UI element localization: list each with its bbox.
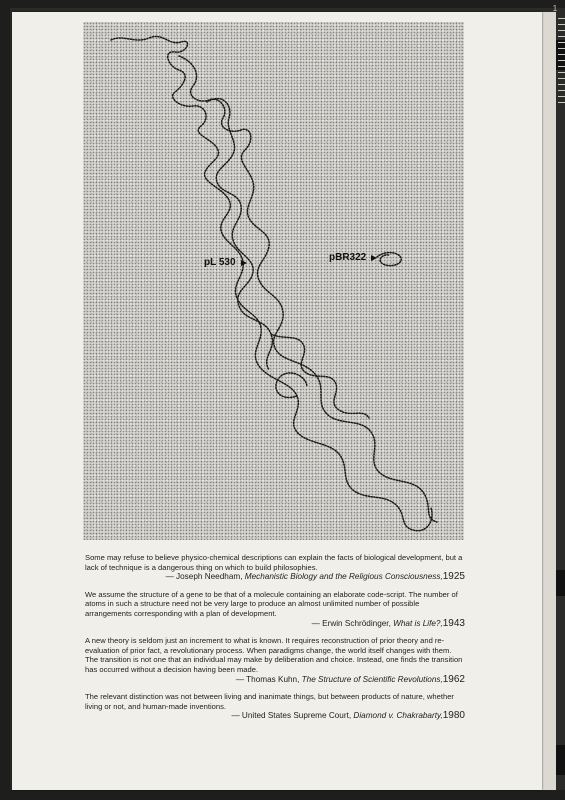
dna-strand	[179, 56, 437, 522]
quote-attribution	[85, 711, 465, 721]
page-edge	[542, 12, 556, 790]
scanner-frame-left	[0, 0, 10, 800]
quote-text: Some may refuse to believe physico-chemical descriptions can explain the facts of biological development, but a lack of technique is a dangerous thing on which to build philosophies.	[85, 553, 463, 572]
label-pbr322: pBR322	[329, 252, 367, 263]
attribution-author: Erwin Schrödinger,	[322, 618, 394, 628]
quote-text: We assume the structure of a gene to be that of a molecule containing an elaborate code-script. The number of atoms in such a structure need not be very large to produce an almost unlimited number of possible arrangements corresponding with a plan of development.	[85, 589, 458, 618]
attribution-author: United States Supreme Court,	[241, 711, 354, 721]
ruler-label: 1	[552, 4, 558, 13]
quote-supreme-court	[85, 692, 465, 721]
attribution-work: Diamond v. Chakrabarty,	[353, 711, 443, 721]
quote-kuhn	[85, 636, 465, 684]
attribution-work: Mechanistic Biology and the Religious Consciousness,	[244, 572, 443, 582]
arrow-pbr322	[371, 255, 377, 261]
attribution-year: 1943	[442, 617, 465, 629]
attribution-year: 1962	[442, 673, 465, 685]
attribution-dash: —	[235, 674, 247, 684]
ruler-ticks	[558, 18, 565, 108]
attribution-dash: —	[165, 572, 177, 582]
quote-text: The relevant distinction was not between living and inanimate things, but between products of nature, whether living or not, and human-made inventions.	[85, 692, 454, 711]
attribution-work: The Structure of Scientific Revolutions,	[301, 674, 443, 684]
electron-micrograph	[83, 22, 464, 540]
attribution-year: 1925	[442, 571, 465, 583]
attribution-author: Joseph Needham,	[176, 572, 245, 582]
attribution-work: What is Life?,	[393, 618, 443, 628]
plasmid-pbr322	[377, 253, 401, 266]
binder-tab	[556, 745, 565, 775]
epigraph-quotes	[85, 553, 465, 729]
dna-strand	[111, 36, 432, 530]
quote-attribution	[85, 572, 465, 582]
scanner-frame-bottom	[0, 790, 565, 800]
label-pl530: pL 530	[204, 257, 236, 268]
attribution-year: 1980	[442, 710, 465, 722]
scanner-frame-top	[0, 0, 565, 8]
binder-tab	[556, 570, 565, 596]
quote-attribution	[85, 675, 465, 685]
quote-needham	[85, 553, 465, 582]
dna-strand	[207, 99, 272, 370]
attribution-dash: —	[311, 618, 323, 628]
dna-loop	[276, 373, 307, 397]
attribution-dash: —	[231, 711, 242, 721]
arrow-pl530	[241, 260, 247, 266]
quote-text: A new theory is seldom just an increment to what is known. It requires reconstruction of prior theory and re-evaluation of prior fact, a revolutionary process. When paradigms change, the world itself changes with them. The transition is not one that an individual may make by deliberation and choice. Instead, one finds the transition has occurred without a decision having been made.	[85, 636, 463, 674]
dna-strand-illustration	[83, 22, 464, 540]
attribution-author: Thomas Kuhn,	[246, 674, 302, 684]
quote-schrodinger	[85, 590, 465, 628]
dna-loop	[271, 334, 369, 418]
quote-attribution	[85, 619, 465, 629]
